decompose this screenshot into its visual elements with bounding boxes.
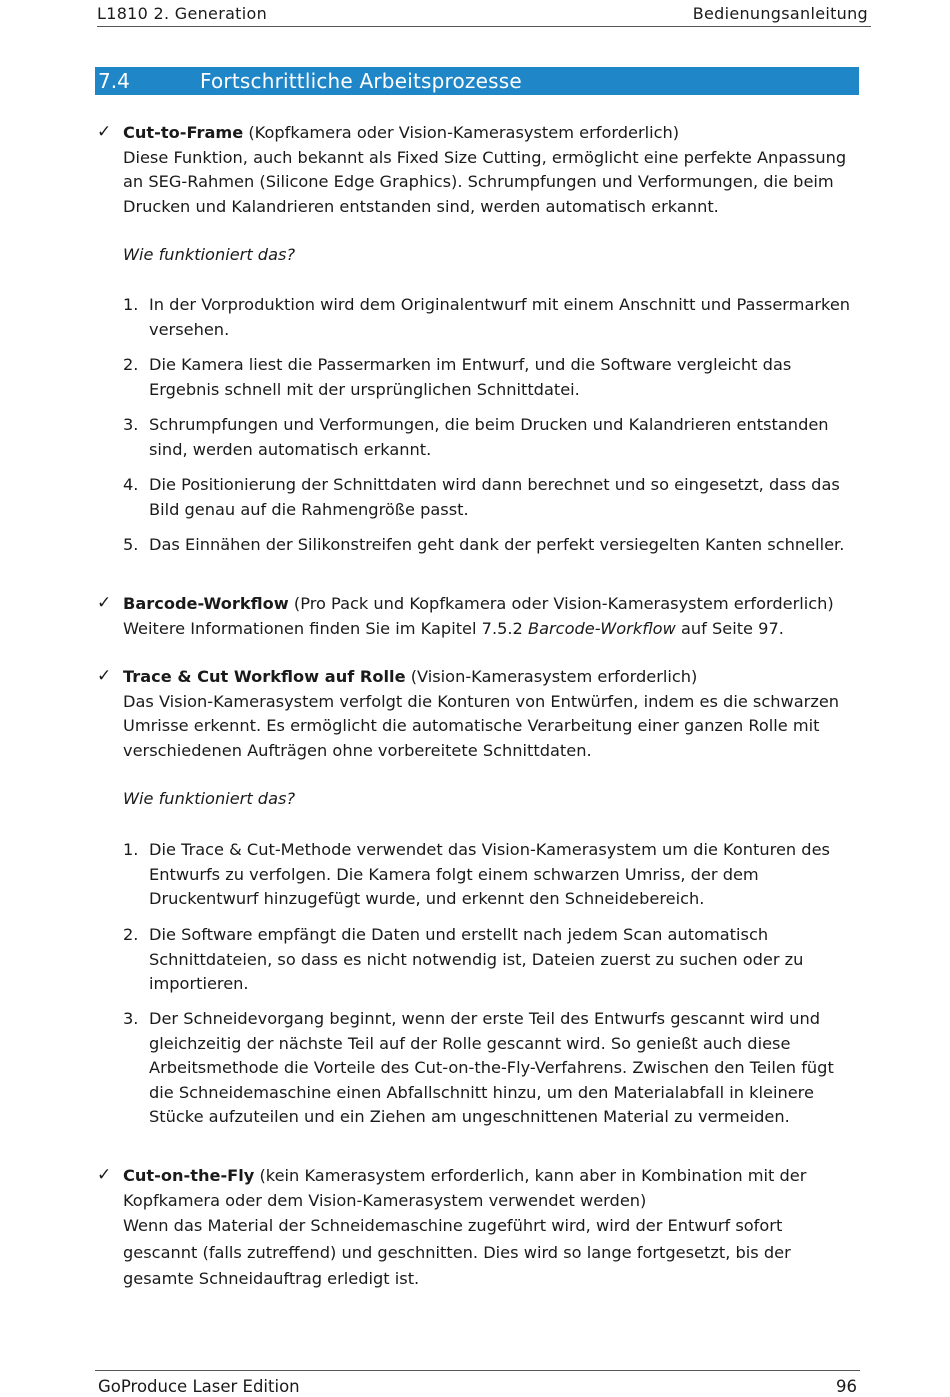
step-line: Schnittdateien, so dass es nicht notwendig ist, Dateien zuerst zu suchen oder zu [149, 949, 804, 969]
step-line: Stücke aufzuteilen und ein Ziehen am ungeschnittenen Material zu vermeiden. [149, 1107, 790, 1127]
step-line: Die Positionierung der Schnittdaten wird dann berechnet und so eingesetzt, dass das [149, 475, 840, 494]
step-number: 3. [123, 415, 139, 434]
barcode-ref-post: auf Seite 97. [675, 618, 784, 638]
header-model: L1810 2. Generation [97, 4, 268, 23]
step-line: die Schneidemaschine einen Abfallschnitt hinzu, um den Materialabfall in kleinere [149, 1082, 814, 1102]
step-line: importieren. [149, 974, 249, 994]
cut-to-frame-title: Cut-to-Frame [123, 123, 244, 142]
step-number: 2. [123, 355, 139, 374]
trace-cut-title: Trace & Cut Workflow auf Rolle [123, 667, 406, 686]
barcode-note: (Pro Pack und Kopfkamera oder Vision-Kamerasystem erforderlich) [288, 594, 834, 613]
cut-on-fly-line-1: Wenn das Material der Schneidemaschine zugeführt wird, wird der Entwurf sofort [123, 1216, 783, 1235]
barcode-title: Barcode-Workflow [123, 594, 289, 613]
section-heading [95, 67, 859, 95]
step-line: Arbeitsmethode die Vorteile des Cut-on-the-Fly-Verfahrens. Zwischen den Teilen fügt [149, 1058, 834, 1078]
step-line: Druckentwurf hinzugefügt wurde, und erkennt den Schneidebereich. [149, 889, 705, 909]
trace-cut-block [123, 665, 860, 763]
cut-on-fly-note-2: Kopfkamera oder dem Vision-Kamerasystem verwendet werden) [123, 1190, 647, 1210]
trace-cut-line-2: Umrisse erkennt. Es ermöglicht die automatische Verarbeitung einer ganzen Rolle mit [123, 716, 820, 736]
section-title: Fortschrittliche Arbeitsprozesse [200, 69, 522, 93]
barcode-ref-pre: Weitere Informationen finden Sie im Kapitel 7.5.2 [123, 618, 528, 638]
cut-on-fly-block [123, 1164, 860, 1213]
step-line: Die Trace & Cut-Methode verwendet das Vision-Kamerasystem um die Konturen des [149, 840, 830, 859]
trace-cut-how: Wie funktioniert das? [123, 789, 296, 808]
page-number: 96 [836, 1377, 857, 1396]
cut-to-frame-how: Wie funktioniert das? [123, 245, 296, 264]
cut-to-frame-line-3: Drucken und Kalandrieren entstanden sind, werden automatisch erkannt. [123, 196, 719, 216]
step-number: 3. [123, 1009, 139, 1028]
step-line: Der Schneidevorgang beginnt, wenn der erste Teil des Entwurfs gescannt wird und [149, 1009, 821, 1028]
step-number: 1. [123, 295, 139, 314]
trace-cut-line-1: Das Vision-Kamerasystem verfolgt die Konturen von Entwürfen, indem es die schwarzen [123, 691, 840, 711]
cut-on-fly-line-3: gesamte Schneidauftrag erledigt ist. [123, 1269, 420, 1288]
step-number: 1. [123, 840, 139, 859]
step-line: Schrumpfungen und Verformungen, die beim Drucken und Kalandrieren entstanden [149, 415, 829, 434]
cut-on-fly-line-2: gescannt (falls zutreffend) und geschnitten. Dies wird so lange fortgesetzt, bis der [123, 1242, 791, 1262]
check-icon: ✓ [97, 1165, 112, 1185]
header-doc-title: Bedienungsanleitung [692, 4, 868, 23]
page-footer [95, 1370, 860, 1396]
cut-to-frame-block [123, 121, 860, 219]
step-number: 5. [123, 535, 139, 554]
step-line: Ergebnis schnell mit der ursprünglichen Schnittdatei. [149, 379, 580, 399]
cut-on-fly-note: (kein Kamerasystem erforderlich, kann aber in Kombination mit der [254, 1166, 807, 1185]
cut-on-fly-body [123, 1213, 860, 1293]
check-icon: ✓ [97, 666, 112, 686]
step-line: Bild genau auf die Rahmengröße passt. [149, 499, 469, 519]
step-number: 2. [123, 925, 139, 944]
step-line: Entwurfs zu verfolgen. Die Kamera folgt einem schwarzen Umriss, der dem [149, 864, 759, 884]
page-header [97, 4, 871, 27]
trace-cut-note: (Vision-Kamerasystem erforderlich) [405, 667, 698, 686]
step-line: In der Vorproduktion wird dem Originalentwurf mit einem Anschnitt und Passermarken [149, 295, 851, 314]
section-number: 7.4 [98, 69, 130, 93]
step-line: Das Einnähen der Silikonstreifen geht dank der perfekt versiegelten Kanten schneller. [149, 535, 845, 554]
barcode-block [123, 592, 860, 641]
cut-to-frame-note: (Kopfkamera oder Vision-Kamerasystem erforderlich) [243, 123, 680, 142]
check-icon: ✓ [97, 593, 112, 613]
cut-to-frame-line-2: an SEG-Rahmen (Silicone Edge Graphics). Schrumpfungen und Verformungen, die beim [123, 172, 834, 192]
footer-product: GoProduce Laser Edition [98, 1377, 300, 1396]
step-line: gleichzeitig der nächste Teil auf der Rolle gescannt wird. So genießt auch diese [149, 1033, 791, 1053]
step-number: 4. [123, 475, 139, 494]
trace-cut-line-3: verschiedenen Aufträgen ohne vorbereitete Schnittdaten. [123, 740, 592, 760]
check-icon: ✓ [97, 122, 112, 142]
cut-to-frame-line-1: Diese Funktion, auch bekannt als Fixed Size Cutting, ermöglicht eine perfekte Anpassung [123, 147, 847, 167]
step-line: Die Software empfängt die Daten und erstellt nach jedem Scan automatisch [149, 925, 769, 944]
cut-on-fly-title: Cut-on-the-Fly [123, 1166, 255, 1185]
step-line: sind, werden automatisch erkannt. [149, 439, 432, 459]
step-line: versehen. [149, 319, 230, 339]
barcode-ref-link[interactable]: Barcode-Workflow [527, 618, 676, 638]
step-line: Die Kamera liest die Passermarken im Entwurf, und die Software vergleicht das [149, 355, 792, 374]
